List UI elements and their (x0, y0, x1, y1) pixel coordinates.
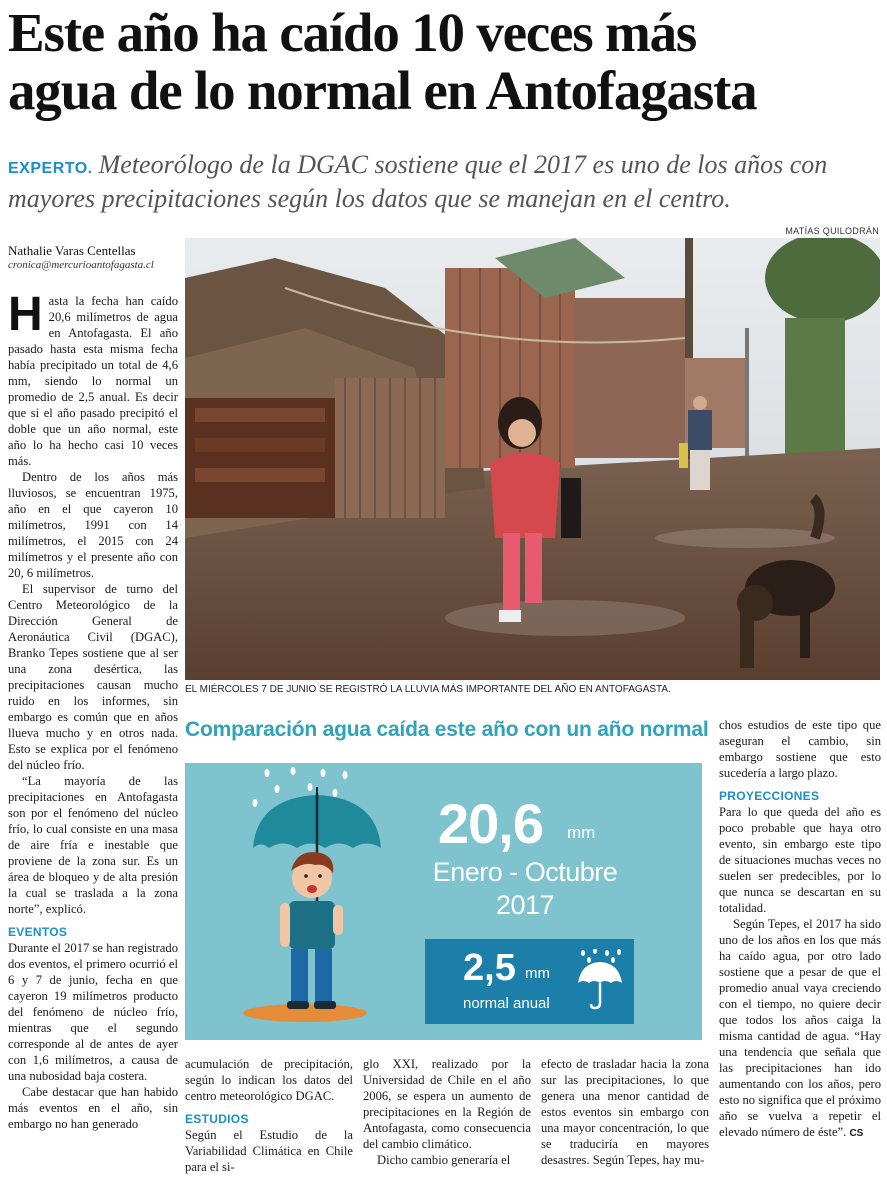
paragraph (719, 916, 881, 1142)
column-5 (719, 717, 881, 1142)
paragraph-text: Según Tepes, el 2017 ha sido uno de los años en los que más ha caído agua, por otro lado sostiene que a pesar de que el promedio anual vaya creciendo con el tiempo, no quiere decir que todos los años caiga la misma cantidad de agua. “Hay una tendencia que señala que las precipitaciones han ido aumentando con los años, pero esto no significa que el próximo año se vuelva a repetir el elevado número de éste”. (719, 917, 881, 1139)
normal-amount: 2,5 (463, 947, 516, 989)
paragraph: chos estudios de este tipo que aseguran el cambio, sin embargo sostiene que esto sucedería a largo plazo. (719, 718, 881, 780)
section-heading-eventos: EVENTOS (8, 925, 68, 939)
umbrella-rain-icon (575, 949, 625, 1011)
paragraph: Cabe destacar que han habido más eventos en el año, sin embargo no han generado (8, 1085, 178, 1131)
photo-credit: MATÍAS QUILODRÁN (785, 226, 879, 236)
period-months: Enero - Octubre (432, 857, 618, 887)
section-heading-proyecciones: PROYECCIONES (719, 789, 820, 803)
paragraph: Según el Estudio de la Variabilidad Climática en Chile para el si- (185, 1128, 353, 1174)
paragraph: Durante el 2017 se han registrado dos eventos, el primero ocurrió el 6 y 7 de junio, fecha en que cayeron 19 milímetros producto del fenómeno de núcleo frío, mientras que el segundo corresponde al de antes de ayer con 1,6 milímetros, a causa de una nubosidad baja costera. (8, 941, 178, 1083)
normal-rain-box (425, 939, 634, 1024)
paragraph: Dentro de los años más lluviosos, se encuentran 1975, año en el que cayeron 10 milímetros, 1991 con 14 milímetros, el 2015 con 24 milímetros y el presente año con 20, 6 milímetros. (8, 470, 178, 580)
paragraph (8, 288, 178, 469)
section-heading-estudios: ESTUDIOS (185, 1112, 249, 1126)
column-2 (185, 1056, 353, 1175)
headline (8, 4, 883, 120)
column-3 (363, 1056, 531, 1168)
paragraph: glo XXI, realizado por la Universidad de Chile en el año 2006, se espera un aumento de precipitaciones en la Región de Antofagasta, como consecuencia del cambio climático. (363, 1057, 531, 1151)
column-4 (541, 1056, 709, 1168)
rain-amount-unit: mm (567, 823, 596, 842)
normal-amount-unit: mm (525, 965, 550, 982)
paragraph: Dicho cambio generaría el (377, 1153, 511, 1167)
deck (8, 150, 883, 214)
paragraph-text: asta la fecha han caído 20,6 milímetros de agua en Antofagasta. El año pasado hasta esta misma fecha había precipitado un total de 4,6 mm, siendo lo normal un promedio de 2,5 anual. Es decir que si el año pasado precipitó el doble que un año normal, este año lo ha hecho casi 10 veces más. (8, 294, 178, 468)
photo-caption: EL MIÉRCOLES 7 DE JUNIO SE REGISTRÓ LA LLUVIA MÁS IMPORTANTE DEL AÑO EN ANTOFAGASTA. (185, 684, 671, 695)
normal-label: normal anual (463, 995, 550, 1012)
deck-text: Meteorólogo de la DGAC sostiene que el 2017 es uno de los años con mayores precipitaciones según los datos que se manejan en el centro. (8, 150, 828, 213)
author-name: Nathalie Varas Centellas (8, 243, 136, 258)
headline-line-2: agua de lo normal en Antofagasta (8, 60, 757, 121)
author-email: cronica@mercurioantofagasta.cl (8, 259, 154, 271)
period-year: 2017 (495, 890, 555, 920)
news-photo (185, 238, 880, 680)
paragraph: El supervisor de turno del Centro Meteorológico de la Dirección General de Aeronáutica Civil (DGAC), Branko Tepes sostiene que al ser una zona desértica, las precipitaciones causan mucho ruido en los informes, sin embargo es común que en años llueva mucho y en otros nada. Esto se explica por el fenómeno del núcleo frío. (8, 582, 178, 772)
column-1 (8, 288, 178, 1132)
paragraph: Para lo que queda del año es poco probable que haya otro evento, sin embargo este tipo de situaciones muchas veces no suelen ser predecibles, por lo que nunca se descartan en su totalidad. (719, 805, 881, 915)
infographic (185, 763, 702, 1040)
deck-kicker: EXPERTO. (8, 160, 93, 177)
infographic-title: Comparación agua caída este año con un año normal (185, 718, 709, 741)
headline-line-1: Este año ha caído 10 veces más (8, 2, 697, 63)
photo-illustration (185, 238, 880, 680)
boy-umbrella-illustration (185, 763, 425, 1040)
end-mark: CS (849, 1128, 864, 1139)
paragraph: acumulación de precipitación, según lo indican los datos del centro meteorológico DGAC. (185, 1057, 353, 1103)
drop-cap: H (8, 288, 43, 341)
byline (8, 243, 178, 273)
paragraph: “La mayoría de las precipitaciones en Antofagasta son por el fenómeno del núcleo frío, lo cual consiste en una masa de aire fría e inestable que proviene de la zona sur. Es un área de bloqueo y de alta presión la cual se traslada a la zona norte”, explicó. (8, 774, 178, 916)
rain-amount: 20,6 (438, 792, 543, 855)
rain-period (425, 856, 625, 922)
paragraph: efecto de trasladar hacia la zona sur las precipitaciones, lo que genera una menor cantidad de estos eventos sin embargo con una mayor concentración, lo que se traduciría en mayores desastres. Según Tepes, hay mu- (541, 1057, 709, 1167)
